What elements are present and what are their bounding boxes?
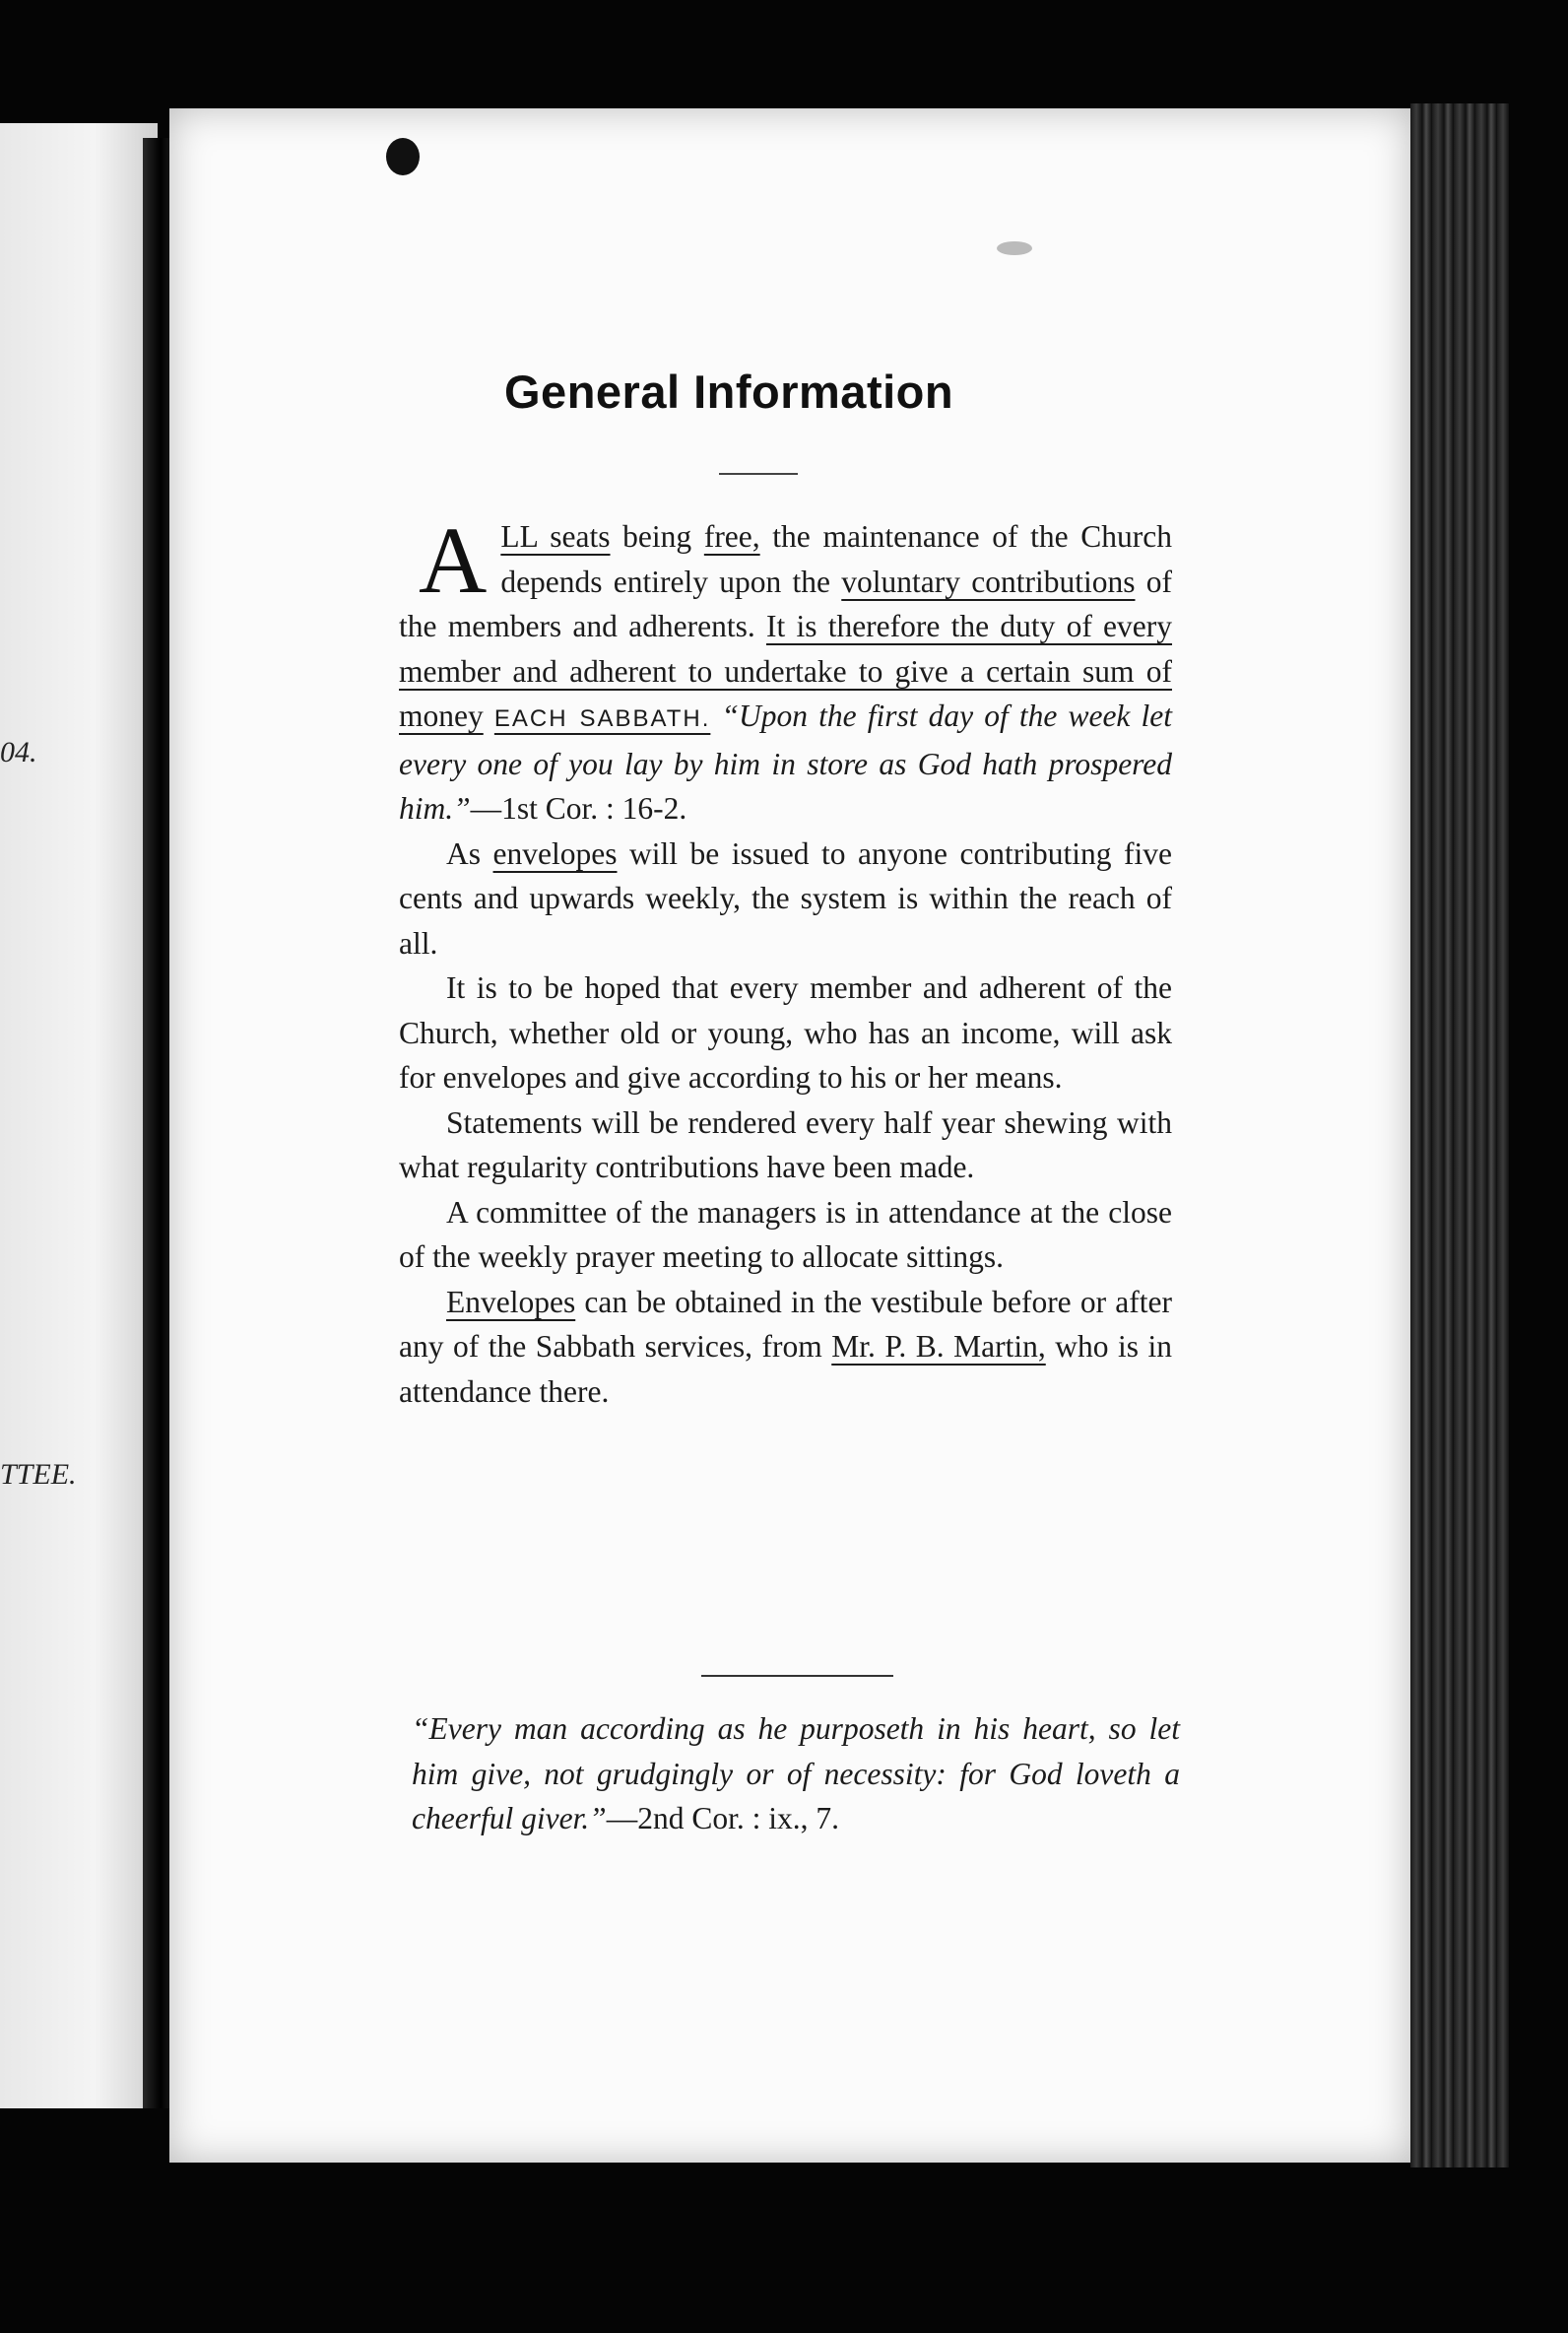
text: who is in attendance there. xyxy=(399,1329,1173,1409)
text: the maintenance of the Church depends entirely upon the xyxy=(500,519,1173,599)
title-rule xyxy=(719,473,798,475)
underlined-text: free, xyxy=(703,519,760,554)
scripture-quote: “Upon the first day of the week let every one of you lay by him in store as God hath prospered him.” xyxy=(399,699,1173,826)
page-edges xyxy=(1410,103,1509,2167)
text: being xyxy=(610,519,704,554)
text: of the members and adherents. xyxy=(399,564,1172,643)
paragraph-statements: Statements will be rendered every half year shewing with what regularity contributions have been made. xyxy=(399,1104,1172,1184)
paragraph-contributions xyxy=(399,507,1173,832)
book-gutter xyxy=(143,138,172,2108)
left-page-fragment: TTEE. xyxy=(0,1458,77,1491)
paragraph-committee: A committee of the managers is in attendance at the close of the weekly prayer meeting to allocate sittings. xyxy=(399,1194,1172,1274)
underlined-text: Envelopes xyxy=(446,1284,576,1319)
left-page xyxy=(0,123,158,2108)
scripture-citation: —2nd Cor. : ix., 7. xyxy=(606,1801,839,1835)
paragraph-obtain-envelopes xyxy=(399,1280,1172,1415)
paragraph-envelopes xyxy=(399,832,1172,967)
ink-blot xyxy=(386,138,420,175)
text: As xyxy=(446,835,493,871)
left-page-fragment: 04. xyxy=(0,736,37,768)
underlined-text: voluntary contributions xyxy=(841,564,1136,599)
small-caps-text: EACH SABBATH. xyxy=(493,705,711,732)
paragraph-hope: It is to be hoped that every member and adherent of the Church, whether old or young, who has an income, will ask for envelopes and give according to his or her means. xyxy=(399,970,1172,1095)
text: will be issued to anyone contributing five cents and upwards weekly, the system is within the reach of all. xyxy=(399,835,1172,961)
section-divider xyxy=(701,1675,893,1677)
underlined-text: It is therefore the duty of every member and adherent to undertake to give a certain sum of money xyxy=(399,609,1173,733)
scripture-quote: “Every man according as he purposeth in his heart, so let him give, not grudgingly or of necessity: for God loveth a cheerful giver.” xyxy=(412,1711,1180,1835)
text: can be obtained in the vestibule before or after any of the Sabbath services, from xyxy=(399,1284,1172,1364)
smudge xyxy=(997,241,1032,255)
page-title: General Information xyxy=(504,366,954,418)
body-text xyxy=(399,507,1173,1414)
underlined-text: LL seats xyxy=(500,519,611,554)
underlined-text: envelopes xyxy=(492,835,618,871)
drop-cap: A xyxy=(419,507,488,613)
scripture-citation: —1st Cor. : 16-2. xyxy=(470,791,687,826)
closing-quote xyxy=(412,1706,1180,1841)
underlined-name: Mr. P. B. Martin, xyxy=(831,1329,1046,1364)
